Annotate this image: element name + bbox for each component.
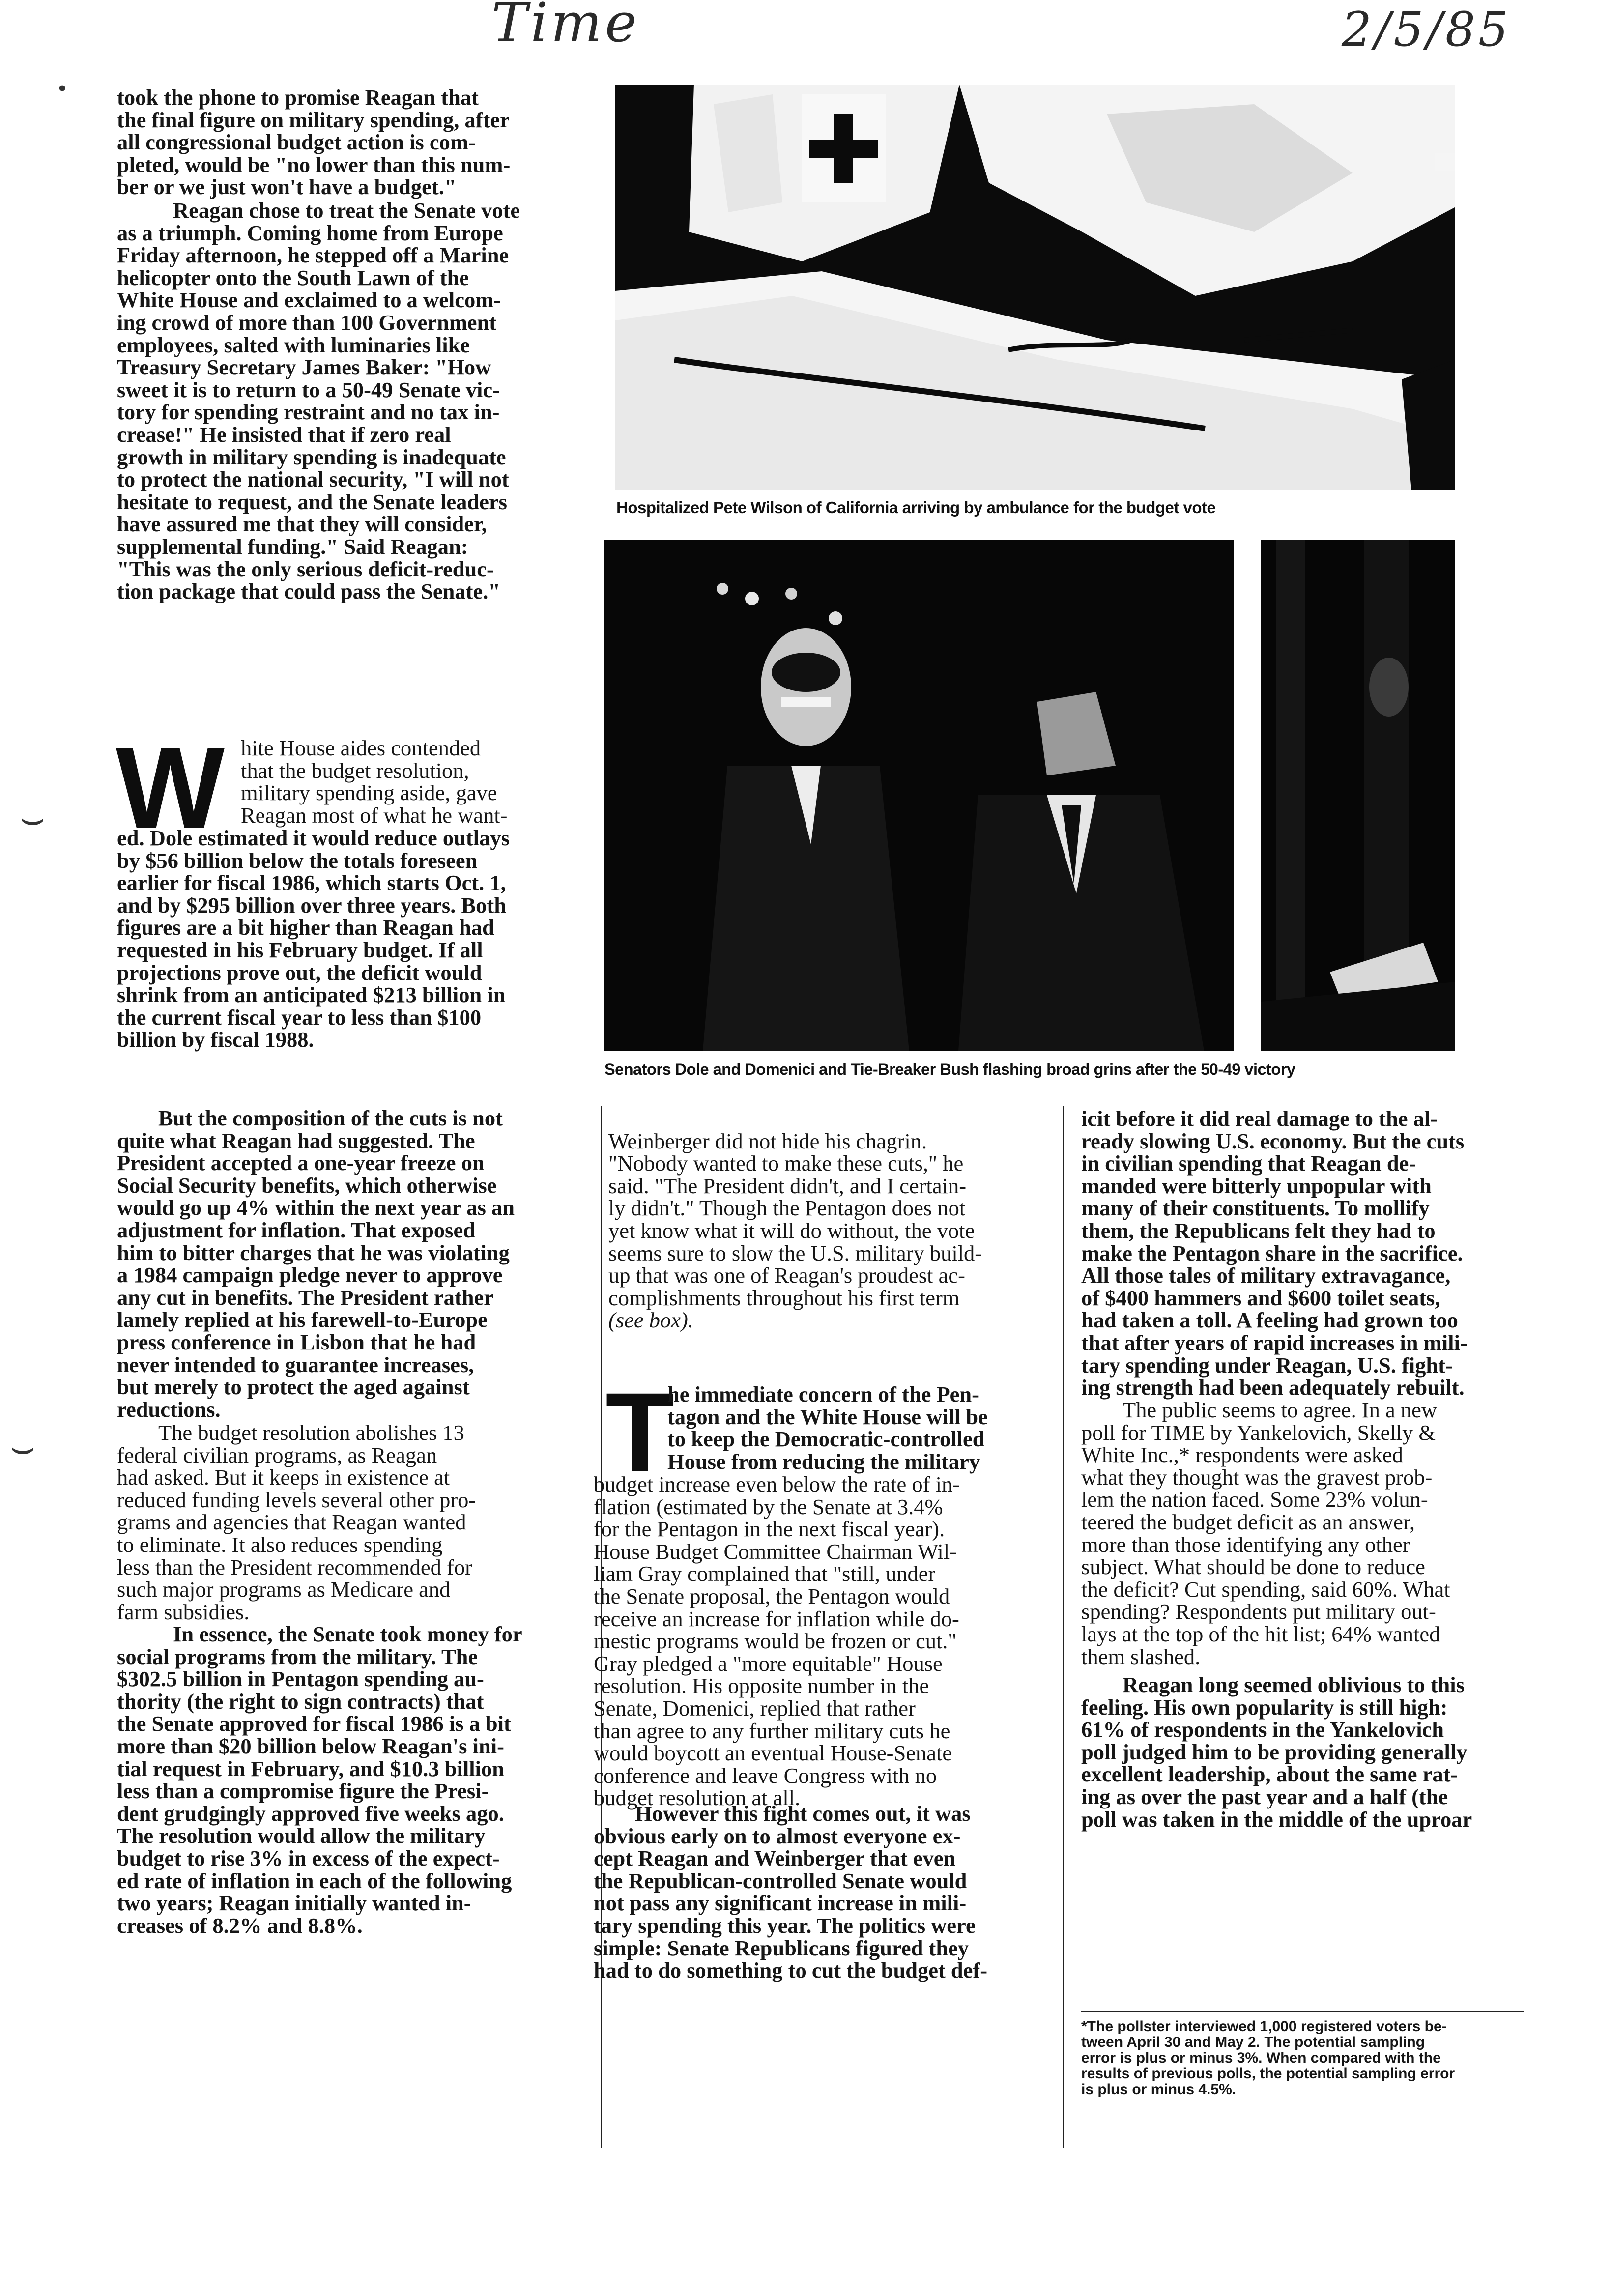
see-box-reference: (see box). — [608, 1308, 693, 1333]
column-2-paragraph-2: budget increase even below the rate of in- flation (estimated by the Senate at 3.4% for the Pentagon in the next fiscal year). House Budget Committee Chairman Wil- liam Gray complained that "still, under the Senate proposal, the Pentagon would receive an increase for inflation while do- mestic programs would be frozen or cut." Gray pledged a "more equitable" House resolution. His opposite number in the Senate, Domenici, replied that rather than agree to any further military cuts he would boycott an eventual House-Senate conference and leave Congress with no budget resolution at all. — [594, 1472, 960, 1810]
column-2-paragraph-2-lead: he immediate concern of the Pen- tagon and the White House will be to keep the Democratic-controlled House from reducing the military — [667, 1382, 988, 1474]
column-1-paragraph-6: In essence, the Senate took money for social programs from the military. The $302.5 billion in Pentagon spending au- thority (the right to sign contracts) that the Senate approved for fiscal 1986 is a bit more than $20 billion below Reagan's ini- tial request in February, and $10.3 billion less than a compromise figure the Presi- dent grudgingly approved five weeks ago. The resolution would allow the military budget to rise 3% in excess of the expect- ed rate of inflation in each of the following two years; Reagan initially wanted in- creases of 8.2% and 8.8%. — [117, 1622, 522, 1938]
column-1-paragraph-3: ed. Dole estimated it would reduce outlays by $56 billion below the totals foreseen earlier for fiscal 1986, which starts Oct. 1, and by $295 billion over three years. Both figures are a bit higher than Reagan had requested in his February budget. If all projections prove out, the deficit would shrink from an anticipated $213 billion in the current fiscal year to less than $100 billion by fiscal 1988. — [117, 826, 510, 1052]
drop-cap-w: W — [116, 723, 225, 852]
photo-senators-illustration — [604, 540, 1234, 1051]
margin-bracket-mark: ⌣ — [10, 1426, 36, 1469]
column-2-paragraph-3: However this fight comes out, it was obvious early on to almost everyone ex- cept Reagan and Weinberger that even the Republican-controlled Senate would not pass any significant increase in mili- tary spending this year. The politics were simple: Senate Republicans figured they had to do something to cut the budget def- — [594, 1801, 988, 1983]
column-3-paragraph-3: Reagan long seemed oblivious to this feeling. His own popularity is still high: 61% of respondents in the Yankelovich poll judged him to be providing generally excellent leadership, about the same rat- ing as over the past year and a half (the poll was taken in the middle of the uproar — [1081, 1672, 1472, 1832]
column-1-paragraph-3-lead: hite House aides contended that the budget resolution, military spending aside, gave Reagan most of what he want- — [241, 736, 508, 828]
poll-footnote: *The pollster interviewed 1,000 registered voters be- tween April 30 and May 2. The potential sampling error is plus or minus 3%. When compared with the results of previous polls, the potential sampling error is plus or minus 4.5%. — [1081, 2018, 1455, 2097]
column-2-paragraph-1: Weinberger did not hide his chagrin. "Nobody wanted to make these cuts," he said. "The President didn't, and I certain- ly didn't." Though the Pentagon does not yet know what it will do without, the vote seems sure to slow the U.S. military build- up that was one of Reagan's proudest ac- complishments throughout his first term — [608, 1128, 982, 1310]
handwritten-date: 2/5/85 — [1342, 2, 1511, 57]
column-1-paragraph-2: Reagan chose to treat the Senate vote as a triumph. Coming home from Europe Friday afternoon, he stepped off a Marine helicopter onto the South Lawn of the White House and exclaimed to a welcom- ing crowd of more than 100 Government employees, salted with luminaries like Treasury Secretary James Baker: "How sweet it is to return to a 50-49 Senate vic- tory for spending restraint and no tax in- crease!" He insisted that if zero real growth in military spending is inadequate to protect the national security, "I will not hesitate to request, and the Senate leaders have assured me that they will consider, supplemental funding." Said Reagan: "This was the only serious deficit-reduc- tion package that could pass the Senate." — [117, 198, 520, 604]
handwritten-annotation-left: Time — [491, 0, 640, 54]
drop-cap-t: T — [605, 1369, 675, 1495]
column-rule — [1063, 1106, 1064, 2148]
column-1-paragraph-1: took the phone to promise Reagan that the final figure on military spending, after all congressional budget action is com- pleted, would be "no lower than this num- ber or we just won't have a budget." — [117, 85, 511, 200]
photo-tie-breaker-bush — [1261, 540, 1455, 1051]
margin-bracket-mark: ⌣ — [20, 797, 46, 840]
photo-ambulance-arrival — [615, 85, 1455, 490]
photo-caption-senators: Senators Dole and Domenici and Tie-Breaker Bush flashing broad grins after the 50-49 victory — [604, 1061, 1295, 1078]
column-1-paragraph-5: The budget resolution abolishes 13 federal civilian programs, as Reagan had asked. But it keeps in existence at reduced funding levels several other pro- grams and agencies that Reagan wanted to eliminate. It also reduces spending less than the President recommended for such major programs as Medicare and farm subsidies. — [117, 1420, 476, 1624]
photo-bush-illustration — [1261, 540, 1455, 1051]
column-3-paragraph-1: icit before it did real damage to the al- ready slowing U.S. economy. But the cuts in civilian spending that Reagan de- manded were bitterly unpopular with many of their constituents. To mollify them, the Republicans felt they had to make the Pentagon share in the sacrifice. All those tales of military extravagance, of $400 hammers and $600 toilet seats, had taken a toll. A feeling had grown too that after years of rapid increases in mili- tary spending under Reagan, U.S. fight- ing strength had been adequately rebuilt. — [1081, 1106, 1468, 1400]
photo-senators-dole-domenici — [604, 540, 1234, 1051]
margin-dot: • — [58, 74, 67, 102]
column-3-paragraph-2: The public seems to agree. In a new poll for TIME by Yankelovich, Skelly & White Inc.,* respondents were asked what they thought was the gravest prob- lem the nation faced. Some 23% volun- teered the budget deficit as an answer, more than those identifying any other subject. What should be done to reduce the deficit? Cut spending, said 60%. What spending? Respondents put military out- lays at the top of the hit list; 64% wanted them slashed. — [1081, 1398, 1450, 1669]
column-1-paragraph-4: But the composition of the cuts is not quite what Reagan had suggested. The President accepted a one-year freeze on Social Security benefits, which otherwise would go up 4% within the next year as an adjustment for inflation. That exposed him to bitter charges that he was violating a 1984 campaign pledge never to approve any cut in benefits. The President rather lamely replied at his farewell-to-Europe press conference in Lisbon that he had never intended to guarantee increases, but merely to protect the aged against reductions. — [117, 1106, 515, 1422]
photo-caption-ambulance: Hospitalized Pete Wilson of California arriving by ambulance for the budget vote — [616, 498, 1216, 517]
photo-ambulance-illustration — [615, 85, 1455, 490]
footnote-rule — [1081, 2011, 1524, 2012]
